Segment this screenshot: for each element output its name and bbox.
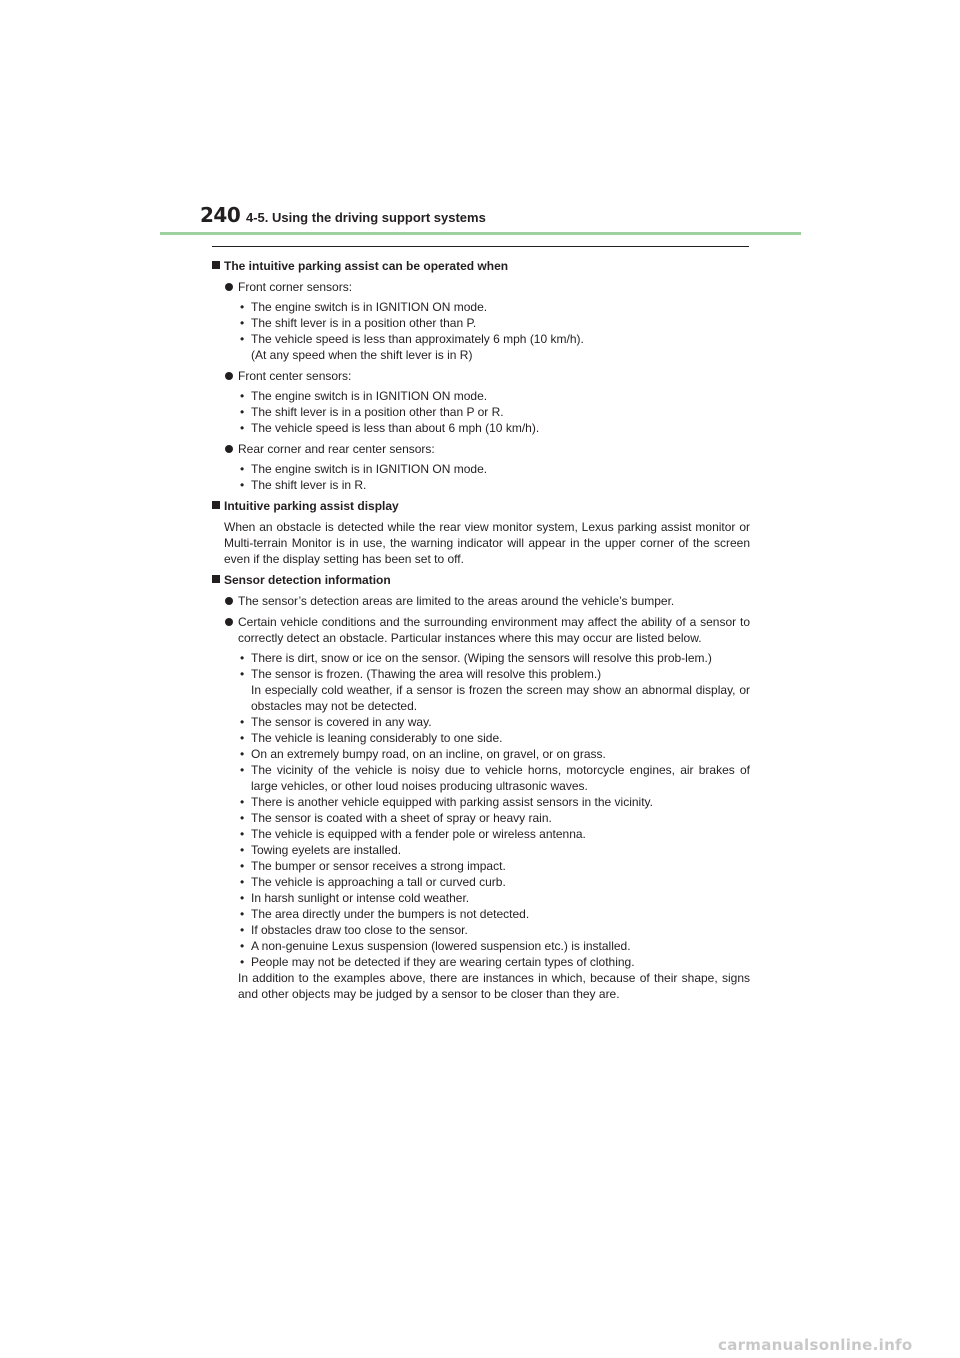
list-item: • The shift lever is in R. [240, 478, 367, 492]
list-item: • The vehicle speed is less than approximately 6 mph (10 km/h). [240, 332, 584, 346]
circle-bullet-icon [225, 445, 233, 453]
display-paragraph: When an obstacle is detected while the rear view monitor system, Lexus parking assist monitor or Multi-terrain Monitor is in use, the warning indicator will appear in the upper corner of the screen even if the display setting has been set to off. [224, 520, 750, 566]
front-corner-list [212, 299, 750, 363]
detection-closing-paragraph: In addition to the examples above, there are instances in which, because of their shape, signs and other objects may be judged by a sensor to be closer than they are. [238, 971, 750, 1001]
heading-display-text: Intuitive parking assist display [224, 499, 399, 513]
front-center-label: Front center sensors: [212, 368, 750, 384]
list-item: • In harsh sunlight or intense cold weather. [240, 891, 470, 905]
detection-point-1: The sensor’s detection areas are limited to the areas around the vehicle’s bumper. [212, 593, 750, 609]
list-item: • The shift lever is in a position other than P or R. [240, 405, 504, 419]
list-item-continuation: In especially cold weather, if a sensor is frozen the screen may show an abnormal display, or obstacles may not be detected. [251, 683, 750, 713]
list-item: • The engine switch is in IGNITION ON mode. [240, 389, 488, 403]
circle-bullet-icon [225, 283, 233, 291]
list-item: • The vehicle is leaning considerably to one side. [240, 731, 503, 745]
section-title: 4-5. Using the driving support systems [246, 210, 486, 225]
list-item: • The engine switch is in IGNITION ON mode. [240, 462, 488, 476]
header-rule [160, 232, 801, 235]
list-item-continuation: (At any speed when the shift lever is in R) [251, 348, 473, 362]
circle-bullet-icon [225, 618, 233, 626]
list-item: • Towing eyelets are installed. [240, 843, 402, 857]
rear-label: Rear corner and rear center sensors: [212, 441, 750, 457]
heading-operation [212, 258, 750, 274]
list-item: • The engine switch is in IGNITION ON mode. [240, 300, 488, 314]
watermark: carmanualsonline.info [718, 1336, 913, 1354]
list-item: • The sensor is frozen. (Thawing the area will resolve this problem.) [240, 667, 602, 681]
circle-bullet-icon [225, 597, 233, 605]
list-item: • If obstacles draw too close to the sensor. [240, 923, 468, 937]
list-item: • The sensor is covered in any way. [240, 715, 432, 729]
detection-point-2: Certain vehicle conditions and the surrounding environment may affect the ability of a sensor to correctly detect an obstacle. Particular instances where this may occur are listed below. [212, 614, 750, 646]
heading-detection [212, 572, 750, 588]
list-item: • People may not be detected if they are wearing certain types of clothing. [240, 955, 635, 969]
square-bullet-icon [212, 261, 220, 269]
square-bullet-icon [212, 575, 220, 583]
square-bullet-icon [212, 501, 220, 509]
front-corner-label: Front corner sensors: [212, 279, 750, 295]
list-item: • The area directly under the bumpers is not detected. [240, 907, 530, 921]
list-item: • A non-genuine Lexus suspension (lowered suspension etc.) is installed. [240, 939, 631, 953]
heading-display [212, 498, 750, 514]
front-center-list [212, 388, 750, 436]
list-item: • The vehicle is equipped with a fender pole or wireless antenna. [240, 827, 586, 841]
rear-list [212, 461, 750, 493]
heading-detection-text: Sensor detection information [224, 573, 391, 587]
list-item: • There is another vehicle equipped with parking assist sensors in the vicinity. [240, 795, 653, 809]
list-item: • The sensor is coated with a sheet of spray or heavy rain. [240, 811, 552, 825]
page-content [212, 258, 750, 1002]
page-number: 240 [200, 203, 241, 227]
circle-bullet-icon [225, 372, 233, 380]
list-item: • The vicinity of the vehicle is noisy due to vehicle horns, motorcycle engines, air brakes of large vehicles, or other loud noises producing ultrasonic waves. [240, 763, 750, 793]
list-item: • There is dirt, snow or ice on the sensor. (Wiping the sensors will resolve this prob-lem.) [240, 651, 712, 665]
detection-conditions-list [212, 650, 750, 970]
list-item: • The bumper or sensor receives a strong impact. [240, 859, 506, 873]
content-rule [212, 246, 749, 247]
list-item: • On an extremely bumpy road, on an incline, on gravel, or on grass. [240, 747, 606, 761]
list-item: • The vehicle speed is less than about 6 mph (10 km/h). [240, 421, 540, 435]
list-item: • The vehicle is approaching a tall or curved curb. [240, 875, 506, 889]
heading-operation-text: The intuitive parking assist can be operated when [224, 259, 509, 273]
list-item: • The shift lever is in a position other than P. [240, 316, 477, 330]
